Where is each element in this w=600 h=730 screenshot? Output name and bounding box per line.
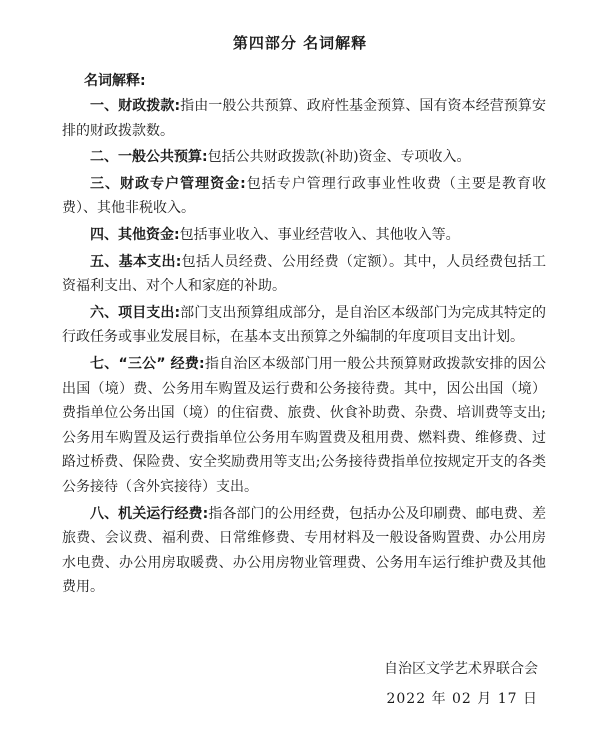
list-item <box>62 94 546 143</box>
term-label: 七、“三公” 经费: <box>90 355 205 372</box>
term-definition: 包括事业收入、事业经营收入、其他收入等。 <box>179 226 460 243</box>
term-definition: 包括公共财政拨款(补助)资金、专项收入。 <box>207 149 471 166</box>
list-item <box>62 250 546 299</box>
document-body <box>62 94 546 602</box>
term-label: 二、一般公共预算: <box>90 149 208 166</box>
list-item <box>62 145 546 170</box>
term-label: 六、项目支出: <box>90 304 181 321</box>
section-label: 名词解释: <box>84 73 146 89</box>
term-label: 五、基本支出: <box>90 253 182 270</box>
term-label: 四、其他资金: <box>90 226 180 243</box>
term-label: 八、机关运行经费: <box>90 505 209 522</box>
term-definition: 指各部门的公用经费，包括办公及印刷费、邮电费、差旅费、会议费、福利费、日常维修费、专用材料及一般设备购置费、办公用房水电费、办公用房取暖费、办公用房物业管理费、公务用车运行维护费及其他费用。 <box>62 505 546 596</box>
issue-date: 2022 年 02 月 17 日 <box>386 691 538 707</box>
list-item <box>62 301 546 350</box>
term-definition: 指由一般公共预算、政府性基金预算、国有资本经营预算安排的财政拨款数。 <box>62 98 546 139</box>
page-title: 第四部分 名词解释 <box>232 34 368 52</box>
list-item <box>62 223 546 248</box>
term-definition: 部门支出预算组成部分，是自治区本级部门为完成其特定的行政任务或事业发展目标，在基本支出预算之外编制的年度项目支出计划。 <box>62 304 546 346</box>
issuing-organization: 自治区文学艺术界联合会 <box>384 661 538 677</box>
term-definition: 指自治区本级部门用一般公共预算财政拨款安排的因公出国（境）费、公务用车购置及运行费和公务接待费。其中，因公出国（境）费指单位公务出国（境）的住宿费、旅费、伙食补助费、杂费、培训费等支出;公务用车购置及运行费指单位公务用车购置费及租用费、燃料费、维修费、过路过桥费、保险费、安全奖励费用等支出;公务接待费指单位按规定开支的各类公务接待（含外宾接待）支出。 <box>62 355 546 495</box>
list-item <box>62 502 546 600</box>
term-label: 三、财政专户管理资金: <box>90 175 246 192</box>
list-item <box>62 352 546 500</box>
term-definition: 包括人员经费、公用经费（定额）。其中，人员经费包括工资福利支出、对个人和家庭的补助。 <box>62 253 546 295</box>
term-definition: 包括专户管理行政事业性收费（主要是教育收费）、其他非税收入。 <box>62 175 546 217</box>
list-item <box>62 172 546 221</box>
term-label: 一、财政拨款: <box>90 98 181 114</box>
